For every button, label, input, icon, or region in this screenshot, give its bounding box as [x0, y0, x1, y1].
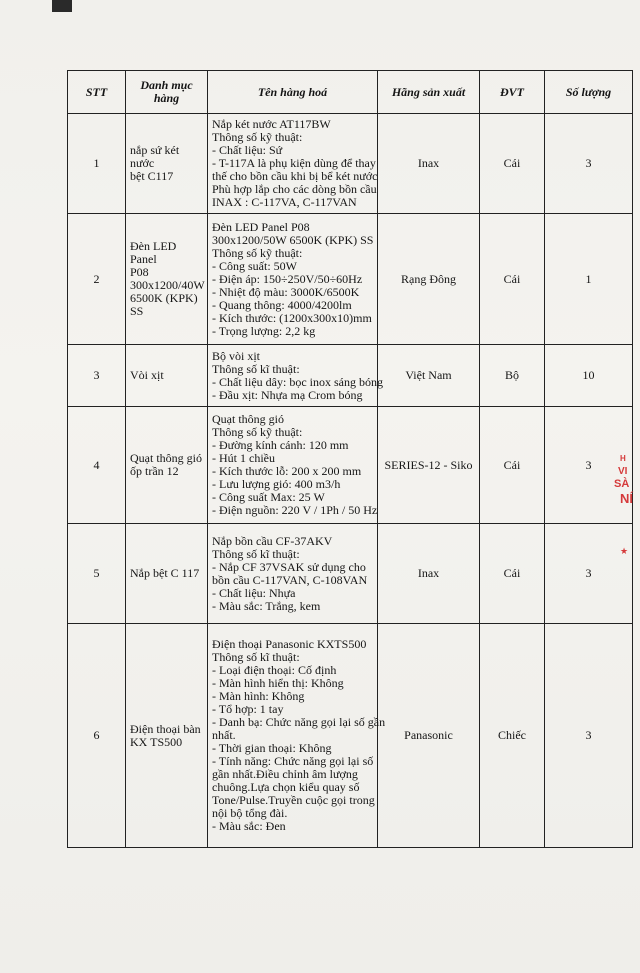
row-quantity: 3	[545, 624, 633, 848]
row-stt: 5	[68, 524, 126, 624]
row-category	[126, 114, 208, 214]
spec-line: Thông số kĩ thuật:	[212, 546, 300, 561]
row-quantity: 3	[545, 114, 633, 214]
row-quantity: 10	[545, 345, 633, 407]
spec-line: - Màu sắc: Đen	[212, 819, 286, 833]
table-row	[68, 214, 633, 345]
header-goods-name: Tên hàng hoá	[208, 71, 378, 114]
spec-line: - Chất liệu dây: bọc inox sáng bóng	[212, 374, 383, 389]
spec-line: - Loại điện thoại: Cố định	[212, 663, 337, 677]
spec-line: - Đường kính cánh: 120 mm	[212, 438, 349, 452]
row-stt: 2	[68, 214, 126, 345]
row-unit: Cái	[480, 214, 545, 345]
spec-line: gần nhất.Điều chỉnh âm lượng	[212, 767, 358, 781]
table-row	[68, 624, 633, 848]
header-stt: STT	[68, 71, 126, 114]
row-manufacturer: Rạng Đông	[378, 214, 480, 345]
row-category	[126, 214, 208, 345]
category-line: Đèn LED Panel	[130, 239, 177, 266]
seal-fragment: ★	[620, 546, 629, 556]
spec-line: Phù hợp lắp cho các dòng bồn cầu	[212, 182, 377, 196]
category-line: Quạt thông gió	[130, 451, 202, 465]
spec-line: Đèn LED Panel P08	[212, 219, 310, 234]
spec-line: - Đầu xịt: Nhựa mạ Crom bóng	[212, 387, 363, 402]
category-line: 6500K (KPK)	[130, 291, 198, 305]
seal-fragment: SÀ	[614, 478, 630, 490]
spec-line: Thông số kỹ thuật:	[212, 245, 303, 260]
category-line: Nắp bệt C 117	[130, 566, 200, 580]
row-goods-name	[208, 624, 386, 848]
seal-fragment: VI	[618, 466, 628, 477]
table-row	[68, 524, 633, 624]
spec-line: - Quang thông: 4000/4200lm	[212, 297, 352, 312]
header-manufacturer: Hãng sản xuất	[378, 71, 480, 114]
row-stt: 4	[68, 407, 126, 524]
spec-line: Nắp két nước AT117BW	[212, 117, 331, 131]
seal-fragment: NÍ	[620, 491, 633, 506]
row-quantity: 3	[545, 407, 633, 524]
spec-line: - Chất liệu: Nhựa	[212, 585, 296, 600]
row-quantity: 3	[545, 524, 633, 624]
spec-line: chuông.Lựa chọn kiểu quay số	[212, 780, 360, 794]
row-manufacturer: Inax	[378, 114, 480, 214]
table-row	[68, 407, 633, 524]
row-goods-name	[208, 114, 378, 214]
header-quantity: Số lượng	[545, 71, 633, 114]
red-seal-stamp	[614, 454, 640, 564]
spec-line: - Lưu lượng gió: 400 m3/h	[212, 477, 341, 491]
spec-line: - Trọng lượng: 2,2 kg	[212, 323, 316, 338]
spec-line: - Danh bạ: Chức năng gọi lại số gần	[212, 715, 386, 729]
scan-mark	[52, 0, 72, 12]
category-line: Vòi xịt	[130, 368, 164, 382]
spec-line: - Tổ hợp: 1 tay	[212, 702, 284, 716]
row-category	[126, 524, 208, 624]
row-category	[126, 345, 208, 407]
category-line: KX TS500	[130, 734, 183, 749]
row-manufacturer: SERIES-12 - Siko	[378, 407, 480, 524]
spec-line: bồn cầu C-117VAN, C-108VAN	[212, 572, 368, 587]
row-unit: Cái	[480, 114, 545, 214]
spec-line: Quạt thông gió	[212, 412, 284, 426]
row-goods-name	[208, 407, 378, 524]
spec-line: - Tính năng: Chức năng gọi lại số	[212, 754, 374, 768]
spec-line: - T-117A là phụ kiện dùng để thay	[212, 156, 376, 170]
spec-line: - Nắp CF 37VSAK sử dụng cho	[212, 559, 366, 574]
category-line: P08	[130, 265, 149, 279]
spec-line: Tone/Pulse.Truyền cuộc gọi trong	[212, 793, 375, 807]
spec-line: nội bộ tổng đài.	[212, 806, 288, 820]
table-row	[68, 114, 633, 214]
spec-line: Bộ vòi xịt	[212, 348, 261, 363]
spec-line: - Nhiệt độ màu: 3000K/6500K	[212, 284, 360, 299]
row-unit: Cái	[480, 407, 545, 524]
row-stt: 1	[68, 114, 126, 214]
spec-line: - Màu sắc: Trắng, kem	[212, 598, 321, 613]
spec-line: - Hút 1 chiều	[212, 451, 275, 465]
spec-line: Điện thoại Panasonic KXTS500	[212, 637, 367, 651]
category-line: 300x1200/40W	[130, 278, 205, 292]
spec-line: Thông số kỹ thuật:	[212, 130, 303, 144]
row-manufacturer: Panasonic	[378, 624, 480, 848]
row-stt: 3	[68, 345, 126, 407]
row-unit: Bộ	[480, 345, 545, 407]
spec-line: - Màn hình: Không	[212, 689, 305, 703]
table-row	[68, 345, 633, 407]
spec-line: - Chất liệu: Sứ	[212, 143, 283, 157]
spec-line: INAX : C-117VA, C-117VAN	[212, 195, 357, 209]
header-category: Danh mục hàng	[126, 71, 208, 114]
spec-line: - Điện áp: 150÷250V/50÷60Hz	[212, 271, 363, 286]
category-line: Điện thoại bàn	[130, 721, 201, 736]
row-goods-name	[208, 345, 383, 407]
spec-line: - Công suất: 50W	[212, 258, 297, 273]
spec-line: thế cho bồn cầu khi bị bể két nước	[212, 169, 378, 183]
spec-line: nhất.	[212, 728, 236, 742]
spec-line: Thông số kĩ thuật:	[212, 650, 300, 664]
spec-line: Nắp bồn cầu CF-37AKV	[212, 533, 333, 548]
spec-line: - Thời gian thoại: Không	[212, 741, 332, 755]
spec-line: 300x1200/50W 6500K (KPK) SS	[212, 232, 374, 247]
row-goods-name	[208, 524, 378, 624]
row-manufacturer: Inax	[378, 524, 480, 624]
spec-line: - Công suất Max: 25 W	[212, 490, 325, 504]
seal-fragment: H	[620, 454, 626, 463]
category-line: SS	[130, 304, 144, 318]
row-manufacturer: Việt Nam	[378, 345, 480, 407]
header-unit: ĐVT	[480, 71, 545, 114]
row-category	[126, 407, 208, 524]
table-body	[68, 114, 633, 848]
goods-table	[67, 70, 633, 848]
spec-line: - Điện nguồn: 220 V / 1Ph / 50 Hz	[212, 503, 378, 517]
category-line: bệt C117	[130, 169, 174, 183]
row-unit: Chiếc	[480, 624, 545, 848]
row-category	[126, 624, 208, 848]
table-header-row	[68, 71, 633, 114]
row-stt: 6	[68, 624, 126, 848]
category-line: ốp trần 12	[130, 464, 179, 478]
row-goods-name	[208, 214, 378, 345]
row-unit: Cái	[480, 524, 545, 624]
spec-line: - Kích thước: (1200x300x10)mm	[212, 310, 372, 325]
spec-line: - Màn hình hiển thị: Không	[212, 676, 344, 690]
spec-line: Thông số kĩ thuật:	[212, 361, 300, 376]
spec-line: - Kích thước lỗ: 200 x 200 mm	[212, 464, 362, 478]
spec-line: Thông số kỹ thuật:	[212, 425, 303, 439]
category-line: nắp sứ két nước	[130, 143, 180, 170]
row-quantity: 1	[545, 214, 633, 345]
